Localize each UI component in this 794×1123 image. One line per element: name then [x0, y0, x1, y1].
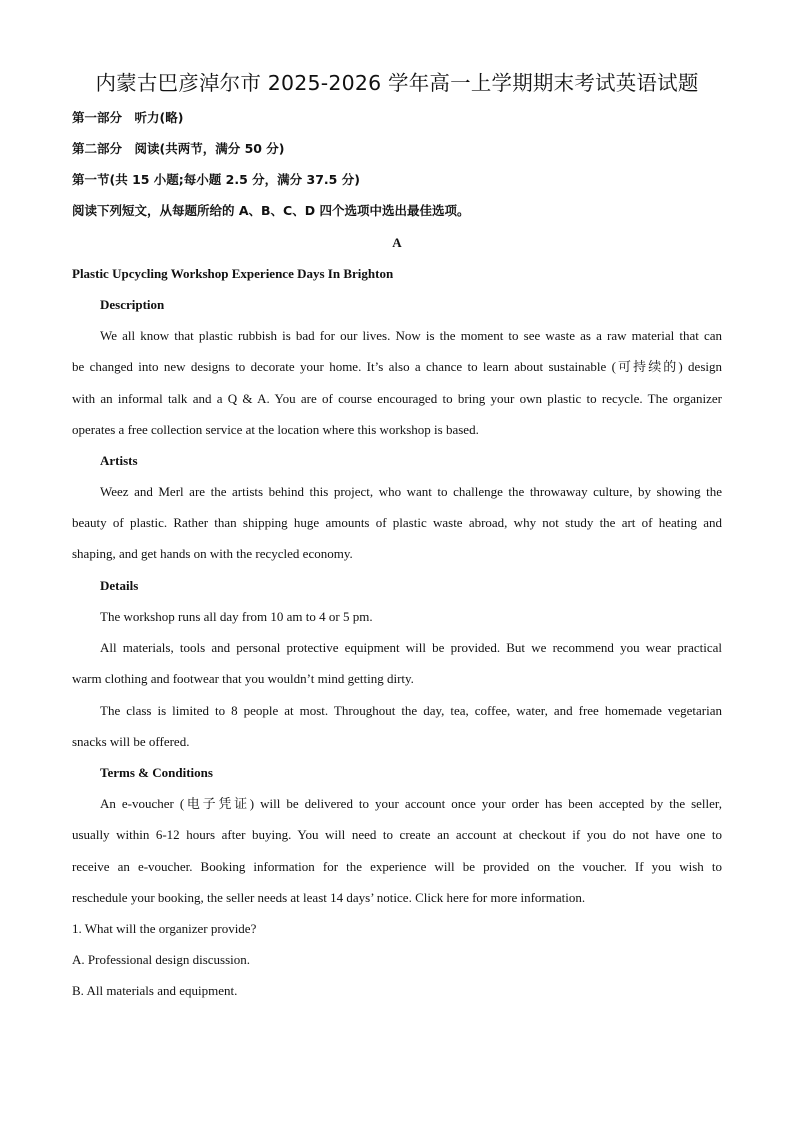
- details-line: warm clothing and footwear that you wouldn’t mind getting dirty.: [72, 671, 414, 686]
- artists-line: Weez and Merl are the artists behind this project, who want to challenge the throwaway culture, by showing the: [100, 484, 722, 499]
- passage-title: Plastic Upcycling Workshop Experience Days In Brighton: [72, 266, 394, 281]
- part1-heading: 第一部分 听力(略): [72, 110, 184, 125]
- terms-line: reschedule your booking, the seller needs at least 14 days’ notice. Click here for more information.: [72, 890, 586, 905]
- reading-instruction: 阅读下列短文，从每题所给的 A、B、C、D 四个选项中选出最佳选项。: [72, 203, 470, 218]
- details-line: The class is limited to 8 people at most. Throughout the day, tea, coffee, water, and free homemade vegetarian: [100, 703, 722, 718]
- details-line: The workshop runs all day from 10 am to 4 or 5 pm.: [100, 609, 373, 624]
- details-heading: Details: [100, 578, 139, 593]
- details-line: All materials, tools and personal protective equipment will be provided. But we recommend you wear practical: [100, 640, 722, 655]
- terms-line: usually within 6-12 hours after buying. You will need to create an account at checkout if you do not have one to: [72, 827, 722, 842]
- description-line: We all know that plastic rubbish is bad for our lives. Now is the moment to see waste as a raw material that can: [100, 328, 722, 343]
- terms-heading: Terms & Conditions: [100, 765, 213, 780]
- description-line: operates a free collection service at the location where this workshop is based.: [72, 422, 479, 437]
- terms-line: receive an e-voucher. Booking information for the experience will be provided on the voucher. If you wish to: [72, 859, 722, 874]
- details-line: snacks will be offered.: [72, 734, 190, 749]
- description-line: be changed into new designs to decorate your home. It’s also a chance to learn about sustainable (可持续的) design: [72, 359, 722, 374]
- description-line: with an informal talk and a Q & A. You are of course encouraged to bring your own plastic to recycle. The organizer: [72, 391, 722, 406]
- question-1-option-b: B. All materials and equipment.: [72, 983, 238, 998]
- artists-line: shaping, and get hands on with the recycled economy.: [72, 546, 353, 561]
- question-1-option-a: A. Professional design discussion.: [72, 952, 251, 967]
- question-1: 1. What will the organizer provide?: [72, 921, 257, 936]
- terms-line: An e-voucher (电子凭证) will be delivered to your account once your order has been accepted by the seller,: [100, 796, 722, 811]
- artists-line: beauty of plastic. Rather than shipping huge amounts of plastic waste abroad, why not study the art of heating and: [72, 515, 722, 530]
- passage-letter: A: [392, 235, 402, 250]
- description-heading: Description: [100, 297, 165, 312]
- exam-title: 内蒙古巴彦淖尔市 2025-2026 学年高一上学期期末考试英语试题: [95, 71, 699, 95]
- section1-heading: 第一节(共 15 小题;每小题 2.5 分，满分 37.5 分): [72, 172, 360, 187]
- part2-heading: 第二部分 阅读(共两节，满分 50 分): [72, 141, 285, 156]
- artists-heading: Artists: [100, 453, 138, 468]
